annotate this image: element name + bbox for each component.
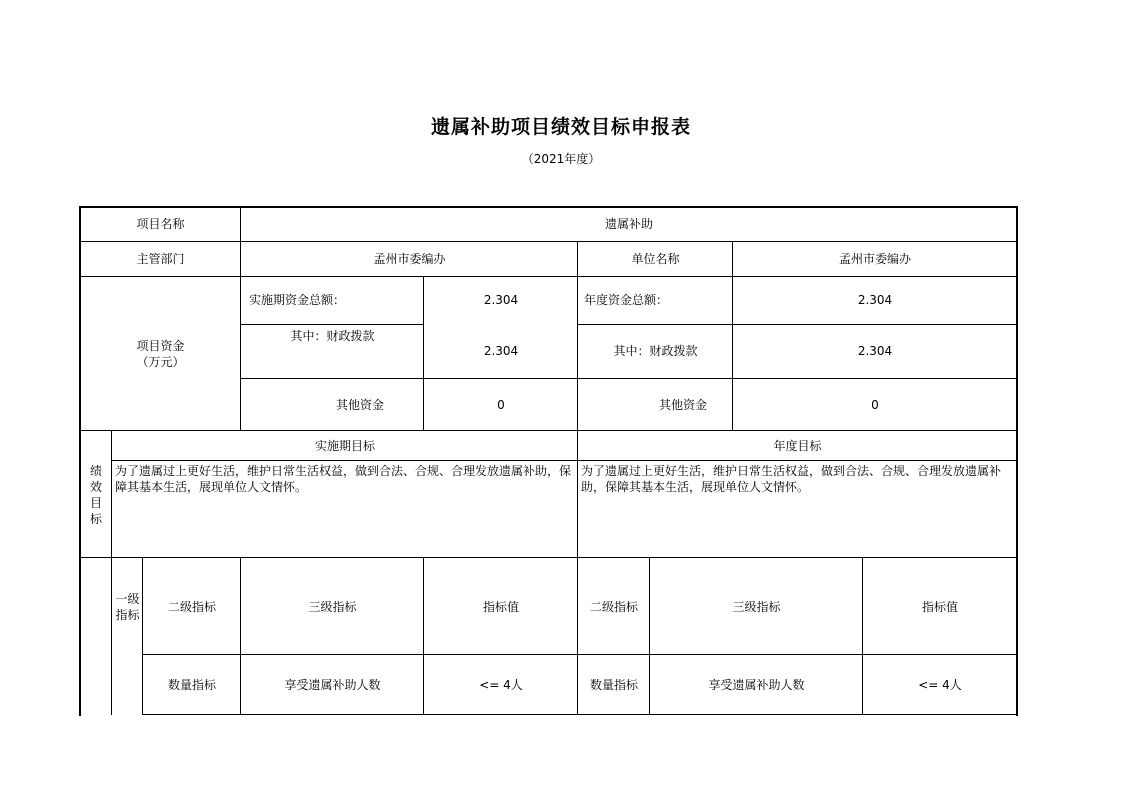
grid-line (80, 557, 1017, 558)
project-funds-label-line1: 项目资金 (136, 338, 185, 353)
grid-line (577, 241, 578, 276)
annual-total-value: 2.304 (857, 293, 893, 307)
grid-line (241, 324, 424, 325)
annual-other-label: 其他资金 (658, 397, 707, 412)
page-title: 遗属补助项目绩效目标申报表 (430, 116, 691, 138)
annual-other-value: 0 (871, 397, 879, 412)
project-name-label: 项目名称 (136, 217, 185, 231)
performance-goal-label: 绩 效 目 标 (89, 463, 102, 526)
department-label: 主管部门 (136, 251, 185, 266)
other-funds-label: 其他资金 (335, 397, 384, 412)
indicator-value-header-a: 指标值 (482, 599, 519, 614)
annual-goal-header: 年度目标 (773, 439, 822, 453)
level2-indicator-header-b: 二级指标 (589, 599, 638, 614)
annual-goal-text: 为了遗属过上更好生活，维护日常生活权益，做到合法、合规、合理发放遗属补助，保障其基本生活，展现单位人文情怀。 (581, 464, 1002, 494)
table-border-top (79, 206, 1018, 208)
grid-line (240, 207, 241, 431)
indicator-value-a: <= 4人 (479, 678, 523, 692)
level1-indicator-header: 一级 指标 (115, 591, 140, 622)
grid-line (578, 324, 1017, 325)
impl-total-label: 实施期资金总额： (249, 293, 346, 307)
project-funds-label-line2: （万元） (136, 354, 185, 369)
grid-line (111, 431, 112, 715)
indicator-value-header-b: 指标值 (921, 599, 958, 614)
grid-line (80, 241, 1017, 242)
page-subtitle: （2021年度） (521, 152, 601, 166)
project-name-value: 遗属补助 (604, 217, 653, 231)
indicator-level3-b: 享受遗属补助人数 (708, 678, 805, 692)
grid-line (80, 276, 1017, 277)
impl-goal-header: 实施期目标 (314, 439, 375, 453)
annual-fiscal-label: 其中：财政拨款 (613, 344, 698, 358)
table-border-left (79, 206, 81, 716)
indicator-level2-b: 数量指标 (589, 678, 638, 692)
impl-total-value: 2.304 (483, 293, 519, 307)
impl-fiscal-label: 其中：财政拨款 (290, 329, 375, 343)
grid-line (732, 241, 733, 431)
table-border-right (1016, 206, 1018, 716)
annual-total-label: 年度资金总额： (584, 293, 669, 307)
other-funds-value: 0 (497, 397, 505, 412)
indicator-value-b: <= 4人 (918, 678, 962, 692)
grid-line (649, 558, 650, 715)
level3-indicator-header-a: 三级指标 (308, 599, 357, 614)
grid-line (423, 276, 424, 431)
grid-line (241, 378, 1017, 379)
annual-fiscal-value: 2.304 (857, 344, 893, 358)
grid-line (862, 558, 863, 715)
level3-indicator-header-b: 三级指标 (732, 599, 781, 614)
grid-line (112, 460, 1017, 461)
grid-line (143, 654, 1017, 655)
grid-line (577, 276, 578, 715)
impl-fiscal-value: 2.304 (483, 344, 519, 358)
department-value: 孟州市委编办 (373, 251, 446, 266)
unit-name-label: 单位名称 (631, 251, 680, 266)
impl-goal-text: 为了遗属过上更好生活，维护日常生活权益，做到合法、合规、合理发放遗属补助，保障其基本生活，展现单位人文情怀。 (115, 464, 572, 494)
indicator-level3-a: 享受遗属补助人数 (284, 678, 381, 692)
unit-name-value: 孟州市委编办 (838, 251, 911, 266)
grid-line (80, 430, 1017, 431)
level2-indicator-header-a: 二级指标 (167, 599, 216, 614)
indicator-level2-a: 数量指标 (167, 678, 216, 692)
grid-line (143, 714, 1017, 715)
grid-line (240, 558, 241, 715)
project-funds-label (80, 276, 241, 431)
grid-line (142, 558, 143, 715)
grid-line (423, 558, 424, 715)
